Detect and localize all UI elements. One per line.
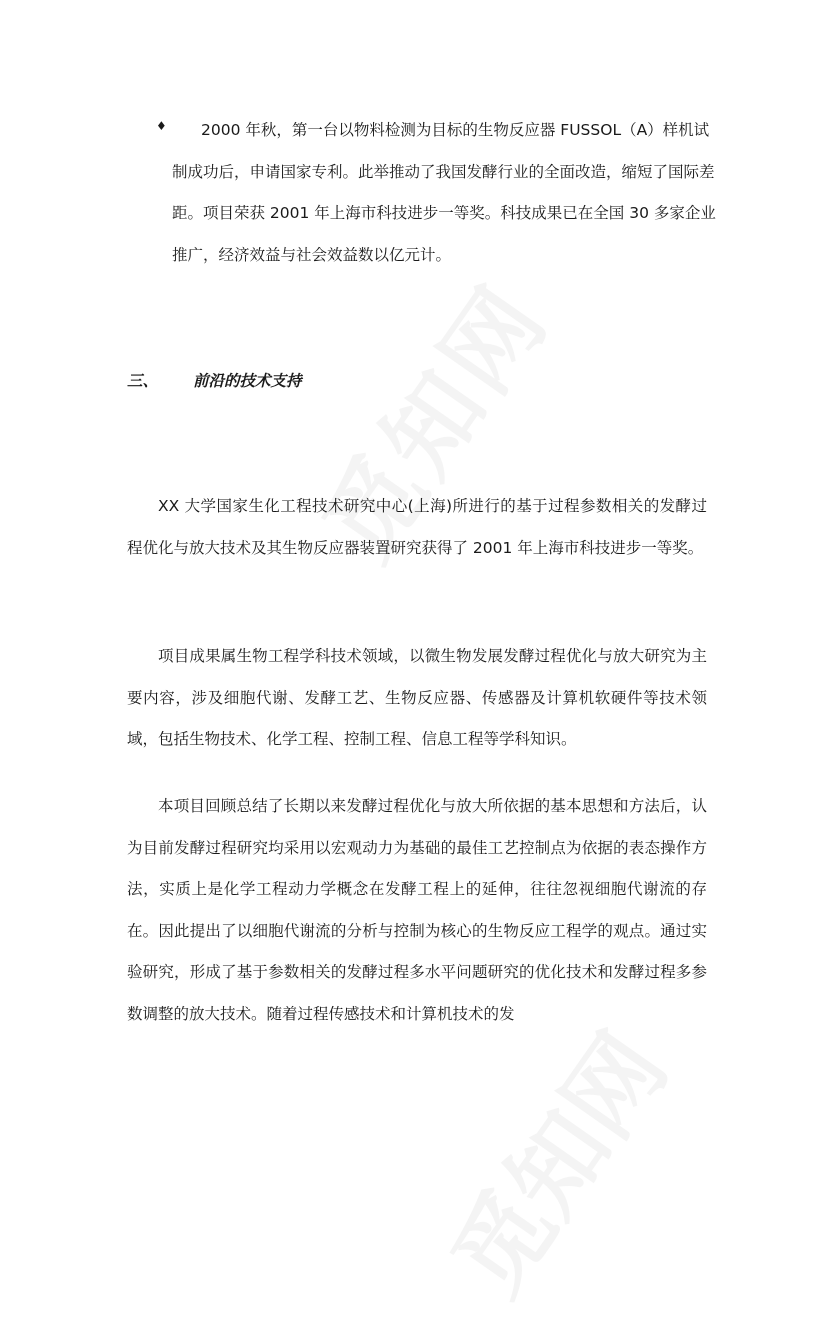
paragraph-1: XX 大学国家生化工程技术研究中心(上海)所进行的基于过程参数相关的发酵过程优化与放大技术及其生物反应器装置研究获得了 2001 年上海市科技进步一等奖。 <box>127 497 707 557</box>
watermark-bottom <box>415 993 685 1308</box>
section-title: 前沿的技术支持 <box>193 372 302 390</box>
diamond-bullet-icon: ♦ <box>156 119 167 133</box>
bullet-text: 2000 年秋，第一台以物料检测为目标的生物反应器 FUSSOL（A）样机试制成功后，申请国家专利。此举推动了我国发酵行业的全面改造，缩短了国际差距。项目荣获 2001 年上海市科技进步一等奖。科技成果已在全国 30 多家企业推广，经济效益与社会效益数以亿元计。 <box>172 121 716 264</box>
bullet-item <box>156 110 716 276</box>
paragraph-2: 项目成果属生物工程学科技术领域，以微生物发展发酵过程优化与放大研究为主要内容，涉及细胞代谢、发酵工艺、生物反应器、传感器及计算机软硬件等技术领域，包括生物技术、化学工程、控制工程、信息工程等学科知识。 <box>127 647 707 748</box>
paragraph-3: 本项目回顾总结了长期以来发酵过程优化与放大所依据的基本思想和方法后，认为目前发酵过程研究均采用以宏观动力为基础的最佳工艺控制点为依据的表态操作方法，实质上是化学工程动力学概念在发酵工程上的延伸，往往忽视细胞代谢流的存在。因此提出了以细胞代谢流的分析与控制为核心的生物反应工程学的观点。通过实验研究，形成了基于参数相关的发酵过程多水平问题研究的优化技术和发酵过程多参数调整的放大技术。随着过程传感技术和计算机技术的发 <box>127 797 707 1023</box>
section-heading <box>127 367 302 395</box>
section-number: 三、 <box>127 372 159 390</box>
